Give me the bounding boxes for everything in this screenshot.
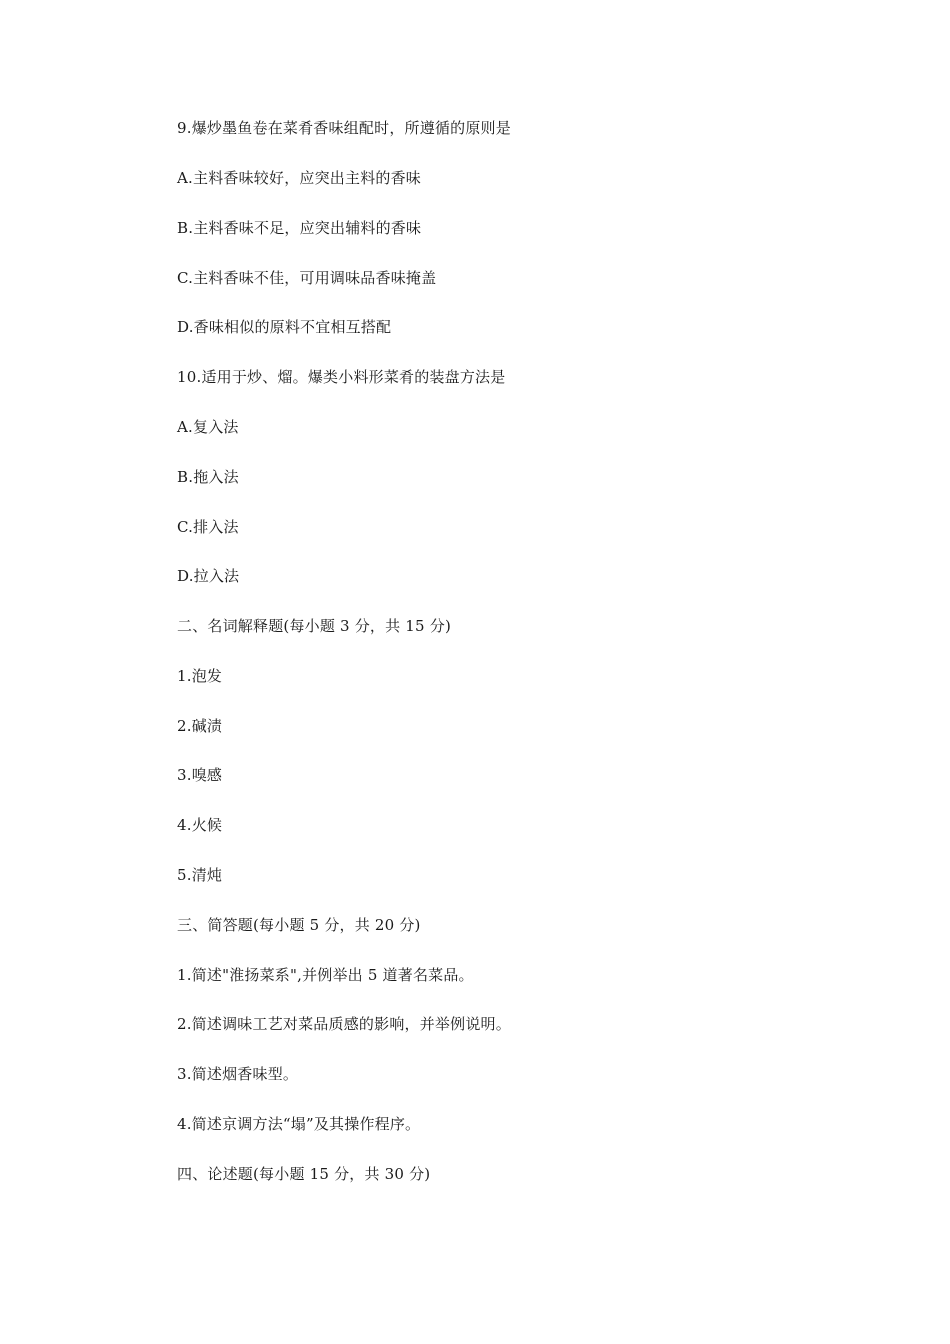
term-item-1: 1.泡发 — [177, 667, 223, 685]
question-9-option-d: D.香味相似的原料不宜相互搭配 — [177, 318, 392, 336]
question-9-option-c: C.主料香味不佳，可用调味品香味掩盖 — [177, 269, 437, 287]
section-heading-term-definitions: 二、名词解释题(每小题 3 分，共 15 分) — [177, 617, 452, 635]
term-item-2: 2.碱渍 — [177, 717, 223, 735]
term-item-4: 4.火候 — [177, 816, 223, 834]
short-answer-1: 1.简述"淮扬菜系",并例举出 5 道著名菜品。 — [177, 966, 474, 984]
short-answer-3: 3.简述烟香味型。 — [177, 1065, 299, 1083]
question-10-option-d: D.拉入法 — [177, 567, 240, 585]
question-9-option-a: A.主料香味较好，应突出主料的香味 — [177, 169, 422, 187]
short-answer-4: 4.简述京调方法“塌”及其操作程序。 — [177, 1115, 421, 1133]
question-9-option-b: B.主料香味不足，应突出辅料的香味 — [177, 219, 422, 237]
section-heading-essay: 四、论述题(每小题 15 分，共 30 分) — [177, 1165, 431, 1183]
question-10: 10.适用于炒、熘。爆类小料形菜肴的装盘方法是 — [177, 368, 506, 386]
question-9: 9.爆炒墨鱼卷在菜肴香味组配时，所遵循的原则是 — [177, 119, 511, 137]
section-heading-short-answer: 三、简答题(每小题 5 分，共 20 分) — [177, 916, 421, 934]
question-10-option-c: C.排入法 — [177, 518, 239, 536]
short-answer-2: 2.简述调味工艺对菜品质感的影响，并举例说明。 — [177, 1015, 511, 1033]
term-item-5: 5.清炖 — [177, 866, 223, 884]
question-10-option-b: B.拖入法 — [177, 468, 239, 486]
term-item-3: 3.嗅感 — [177, 766, 223, 784]
question-10-option-a: A.复入法 — [177, 418, 239, 436]
